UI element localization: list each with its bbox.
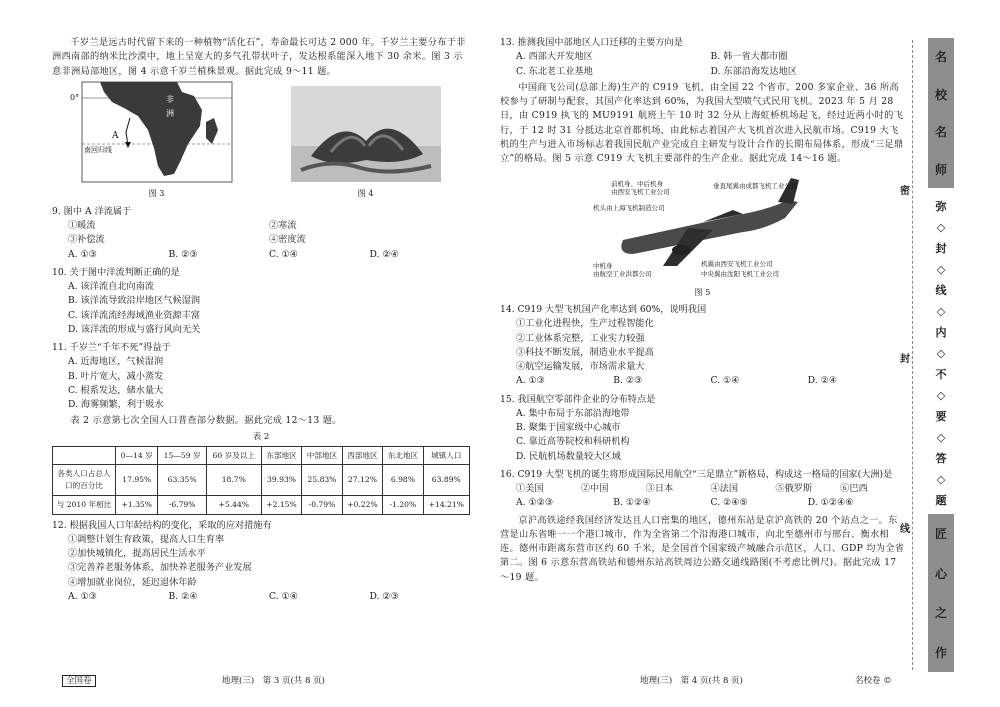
q15-stem: 15. 我国航空零部件企业的分布特点是 <box>500 393 656 405</box>
strip-mid-char: 要 <box>935 410 947 423</box>
q12-item-2: ②加快城镇化，提高居民生活水平 <box>68 548 206 560</box>
q14-stem: 14. C919 大型飞机国产化率达到 60%，说明我国 <box>500 304 707 316</box>
seal-char-2: 封 <box>900 354 910 365</box>
strip-mid-char: ◇ <box>936 430 946 444</box>
q14-item-2: ②工业体系完整，工业实力较强 <box>516 332 645 344</box>
table-cell: +14.21% <box>423 495 469 514</box>
strip-tail-char: 作 <box>934 645 947 660</box>
table-cell: 63.35% <box>158 465 206 496</box>
q16-item-5: ⑤俄罗斯 <box>775 483 813 495</box>
fig5-label-5: 由航空工业洪都公司 <box>592 270 651 279</box>
question-11 <box>52 341 470 412</box>
q13-option-d: D. 东部沿海发达地区 <box>710 65 797 77</box>
table-intro: 表 2 示意第七次全国人口普查部分数据。据此完成 12～13 题。 <box>70 415 342 427</box>
figure-5-caption: 图 5 <box>694 287 711 297</box>
table-cell: 17.95% <box>116 465 158 496</box>
q9-item-1: ①暖流 <box>68 220 96 231</box>
table-row <box>53 495 470 514</box>
q10-option-c: C. 该洋流流经海域渔业资源丰富 <box>68 309 200 321</box>
fig5-label-7: 机翼由西安飞机工业公司 <box>700 260 772 269</box>
strip-mid-char: ◇ <box>936 388 946 402</box>
table-cell: -0.79% <box>302 495 342 514</box>
question-14 <box>500 303 905 389</box>
strip-mid-char: ◇ <box>936 472 946 486</box>
q13-option-b: B. 韩一省大都市圈 <box>710 51 788 63</box>
strip-tail-char: 心 <box>934 566 947 581</box>
q10-option-d: D. 该洋流的形成与盛行风向无关 <box>68 323 201 335</box>
q13-option-a: A. 西部大开发地区 <box>516 51 593 63</box>
question-10 <box>52 266 470 337</box>
table-row <box>53 465 470 496</box>
q16-item-1: ①美国 <box>516 483 544 495</box>
q16-option-b: B. ①②④ <box>613 497 651 509</box>
q9-item-4: ④密度流 <box>269 234 306 246</box>
q11-option-d: D. 海雾频繁，利于吸水 <box>68 399 164 410</box>
land-label-1: 非 <box>165 94 174 104</box>
q15-option-c: C. 靠近高等院校和科研机构 <box>516 436 630 448</box>
table-cell: 25.83% <box>302 465 342 496</box>
strip-tail-char: 匠 <box>934 527 947 542</box>
q9-item-2: ②寒流 <box>269 220 297 231</box>
q11-option-c: C. 根系发达，储水量大 <box>68 384 164 396</box>
strip-mid-char: 不 <box>935 368 947 381</box>
footer-page-right: 地理(三) 第 4 页(共 8 页) <box>640 676 743 686</box>
strip-mid-char: 内 <box>935 326 947 339</box>
fig5-label-4: 中机身 <box>592 262 612 271</box>
table-cell: 6.98% <box>383 465 423 496</box>
figure-4-caption: 图 4 <box>357 189 374 199</box>
q9-option-b: B. ②③ <box>168 248 198 260</box>
q12-option-c: C. ①④ <box>269 590 299 602</box>
figure-5 <box>500 170 905 299</box>
footer-brand: 名校卷 © <box>855 676 892 686</box>
question-9 <box>52 205 470 262</box>
q16-option-a: A. ①②③ <box>516 497 554 509</box>
strip-mid-char: 题 <box>935 494 947 507</box>
q9-item-3: ③补偿流 <box>68 234 105 246</box>
q13-stem: 13. 推测我国中部地区人口迁移的主要方向是 <box>500 37 683 48</box>
q9-stem: 9. 图中 A 洋流属于 <box>52 205 132 217</box>
q9-option-c: C. ①④ <box>269 248 299 260</box>
figure-4 <box>291 86 441 201</box>
fig5-label-1: 前机身、中后机身 <box>610 180 663 189</box>
q9-option-a: A. ①③ <box>68 248 97 260</box>
welwitschia-photo <box>291 86 441 182</box>
q16-stem: 16. C919 大型飞机的诞生将形成国际民用航空“三足鼎立”新格局，构成这一格局的国家(大洲)是 <box>500 468 893 480</box>
q10-option-a: A. 该洋流自北向南流 <box>68 281 154 292</box>
side-strip <box>928 38 954 672</box>
seal-char-1: 密 <box>900 186 910 197</box>
strip-head-char: 师 <box>934 162 947 177</box>
q12-stem: 12. 根据我国人口年龄结构的变化，采取的应对措施有 <box>52 519 272 531</box>
africa-map <box>69 82 232 182</box>
strip-mid-char: ◇ <box>936 346 946 360</box>
q14-item-1: ①工业化进程快，生产过程智能化 <box>516 318 654 330</box>
figure-3 <box>69 82 232 201</box>
strip-mid-char: ◇ <box>936 220 946 234</box>
fig5-label-6: 垂直尾翼由成都飞机工业公司 <box>712 182 797 191</box>
footer-tag: 全国卷 <box>62 674 96 686</box>
land-label-2: 洲 <box>165 108 174 118</box>
footer-page-left: 地理(三) 第 3 页(共 8 页) <box>222 676 325 686</box>
question-16 <box>500 468 905 511</box>
q16-item-6: ⑥巴西 <box>840 483 868 495</box>
q12-option-a: A. ①③ <box>68 590 97 602</box>
q16-item-4: ④法国 <box>710 483 739 495</box>
q10-stem: 10. 关于图中洋流判断正确的是 <box>52 266 180 278</box>
strip-warning <box>928 198 954 508</box>
fig5-label-8: 中央翼由沈阳飞机工业公司 <box>700 270 779 279</box>
fig5-label-3: 机头由上海飞机制造公司 <box>592 204 664 213</box>
q14-option-d: D. ②④ <box>807 375 838 387</box>
q16-item-3: ③日本 <box>645 483 674 495</box>
c919-passage: 中国商飞公司(总部上海)生产的 C919 飞机，由全国 22 个省市、200 多家企业、36 所高校参与了研制与配套，其国产化率达到 60%，为我国大型喷气式民用飞机。2023 年 5 月 28 日，由 C919 执飞的 MU9191 航班上午 10 时 32 分从上海虹桥机场起飞，经过近两小时的飞行，于 12 时 31 分抵达北京首都机场，由此标志着国产大飞机首次进入民航市场。C919 大飞机的生产与进入市场标志着我国民航产业完成自主研发与设计合作的长期布局体系，形成“三足鼎立”的格局。图 5 示意 C919 大飞机主要部件的生产企业。据此完成 14～16 题。 <box>500 81 904 164</box>
strip-mid-char: 弥 <box>935 200 947 213</box>
table-header-cell: 城镇人口 <box>423 446 469 465</box>
table-header-cell: 60 岁及以上 <box>206 446 261 465</box>
q14-option-b: B. ②③ <box>613 375 643 387</box>
q15-option-a: A. 集中布局于东部沿海地带 <box>516 407 630 419</box>
binding-dashed-line <box>912 40 913 670</box>
table-header-cell: 西部地区 <box>342 446 383 465</box>
fig5-label-2: 由西安飞机工业公司 <box>610 188 669 197</box>
figures-3-4 <box>52 83 470 201</box>
question-13 <box>500 36 905 79</box>
table-cell: -6.79% <box>158 495 206 514</box>
q12-option-b: B. ②④ <box>168 590 198 602</box>
strip-mid-char: 答 <box>935 452 947 465</box>
q14-option-a: A. ①③ <box>516 375 545 387</box>
table-cell: +1.35% <box>116 495 158 514</box>
ocean-label: A <box>111 130 118 141</box>
tropic-label: 南回归线 <box>83 145 112 154</box>
q12-item-1: ①调整计划生育政策，提高人口生育率 <box>68 533 225 545</box>
table-cell: 与 2010 年相比 <box>53 495 116 514</box>
table-cell: 各类人口占总人口的百分比 <box>53 465 116 496</box>
intro-passage: 千岁兰是远古时代留下来的一种植物“活化石”，寿命最长可达 2 000 年。千岁兰主要分布于非洲西南部的纳米比沙漠中，地上呈宽大的多气孔带状叶子，发达根系能深入地下 30 余米。图 3 示意非洲局部地区，图 4 示意千岁兰植株景观。据此完成 9～11 题。 <box>52 37 466 77</box>
q12-option-d: D. ②③ <box>369 590 399 602</box>
lat-label: 0° <box>69 92 79 102</box>
table-header-row <box>53 446 470 465</box>
q11-stem: 11. 千岁兰“千年不死”得益于 <box>52 342 171 353</box>
figure-3-caption: 图 3 <box>148 189 165 199</box>
q14-item-4: ④航空运输发展，市场需求量大 <box>516 361 645 373</box>
strip-mid-char: 线 <box>935 284 947 297</box>
q12-item-3: ③完善养老服务体系，加快养老服务产业发展 <box>68 562 252 574</box>
strip-head-char: 校 <box>934 87 947 102</box>
table-cell: 27.12% <box>342 465 383 496</box>
table-cell: +0.22% <box>342 495 383 514</box>
strip-tail-char: 之 <box>934 606 947 621</box>
q13-option-c: C. 东北老工业基地 <box>516 65 593 77</box>
q10-option-b: B. 该洋流导致沿岸地区气候湿润 <box>68 295 201 307</box>
q16-option-d: D. ①②④⑥ <box>807 497 854 509</box>
population-table <box>52 446 470 515</box>
table-header-cell: 0—14 岁 <box>116 446 158 465</box>
strip-head-char: 名 <box>934 50 947 65</box>
table-cell: +2.15% <box>261 495 302 514</box>
q14-option-c: C. ①④ <box>710 375 740 387</box>
q16-option-c: C. ②④⑤ <box>710 497 748 509</box>
q14-item-3: ③科技不断发展，制造业水平提高 <box>516 346 654 358</box>
q9-option-d: D. ②④ <box>369 248 399 260</box>
railway-passage: 京沪高铁途经我国经济发达且人口密集的地区，德州东站是京沪高铁的 20 个站点之一。东营是山东省唯一一个港口城市，作为全省第二个沿海港口城市，向北至德州市与邢台、衡水相连。德州市距离东营市区约 60 千米，是全国首个国家级产城融合示范区，人口、GDP 均为全省第二。图 6 示意东营高铁站和德州东站高铁周边公路交通线路图(不考虑比例尺)。据此完成 17～19 题。 <box>500 514 905 583</box>
q11-option-b: B. 叶片宽大，减小蒸发 <box>68 370 164 382</box>
strip-mid-char: ◇ <box>936 304 946 318</box>
strip-mid-char: 封 <box>935 242 947 255</box>
q16-item-2: ②中国 <box>580 483 609 495</box>
table-header-cell: 东北地区 <box>383 446 423 465</box>
table-cell: +5.44% <box>206 495 261 514</box>
question-15 <box>500 393 905 464</box>
question-12 <box>52 519 470 605</box>
strip-tail <box>928 514 954 672</box>
table-cell: 39.93% <box>261 465 302 496</box>
strip-mid-char: ◇ <box>936 262 946 276</box>
table-title: 表 2 <box>252 431 270 442</box>
right-column <box>500 36 905 585</box>
table-header-cell: 15—59 岁 <box>158 446 206 465</box>
table-cell: 63.89% <box>423 465 469 496</box>
q15-option-d: D. 民航机场数量较大区域 <box>516 450 621 462</box>
table-header-cell <box>53 446 116 465</box>
c919-diagram <box>593 170 813 280</box>
table-cell: 18.7% <box>206 465 261 496</box>
strip-head <box>928 38 954 188</box>
seal-char-3: 线 <box>900 524 910 535</box>
q12-item-4: ④增加就业岗位，延迟退休年龄 <box>68 576 197 588</box>
q11-option-a: A. 近海地区，气候湿润 <box>68 356 164 368</box>
left-column <box>52 36 470 604</box>
table-header-cell: 东部地区 <box>261 446 302 465</box>
strip-head-char: 名 <box>934 125 947 140</box>
table-cell: -1.20% <box>383 495 423 514</box>
table-header-cell: 中部地区 <box>302 446 342 465</box>
q15-option-b: B. 聚集于国家级中心城市 <box>516 422 621 434</box>
